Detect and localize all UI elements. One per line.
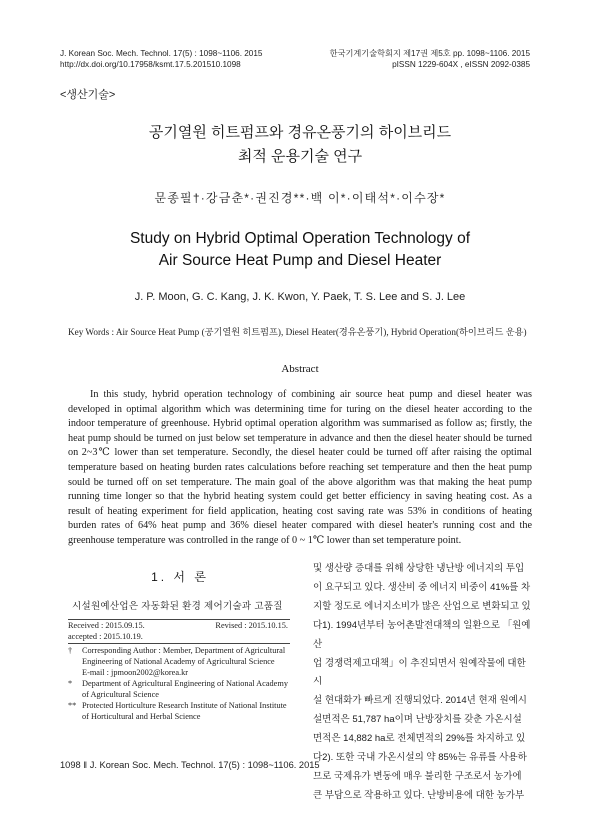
footnote-mark: † — [68, 646, 73, 655]
header-right — [330, 49, 530, 70]
footnote-text: Corresponding Author : Member, Department of Agricultural Engineering of National Academy of Agricultural Science — [82, 646, 286, 666]
doi-link[interactable]: http://dx.doi.org/10.17958/ksmt.17.5.201510.1098 — [60, 59, 241, 69]
section-tag: <생산기술> — [60, 89, 116, 101]
intro-left-text: 시설원예산업은 자동화된 환경 제어기술과 고품질 — [72, 601, 283, 612]
page-footer: 1098 ‖ J. Korean Soc. Mech. Technol. 17(5) : 1098~1106. 2015 — [60, 760, 320, 770]
title-korean-line1: 공기열원 히트펌프와 경유온풍기의 하이브리드 — [148, 124, 452, 141]
revised-date: Revised : 2015.10.15. — [215, 621, 288, 630]
footnote-item — [68, 678, 290, 700]
intro-line: 및 생산량 증대를 위해 상당한 냉난방 에너지의 투입 — [313, 563, 525, 574]
intro-line: 면적은 14,882 ha로 전체면적의 29%를 차지하고 있 — [313, 733, 526, 745]
intro-line: 므로 국제유가 변동에 매우 불리한 구조로서 농가에 — [313, 770, 522, 782]
footnote-mark: * — [68, 679, 73, 688]
footnote-email[interactable]: E-mail : jpmoon2002@korea.kr — [82, 668, 189, 677]
abstract-body: In this study, hybrid operation technology of combining air source heat pump and diesel heater was developed in optimal algorithm which was determining time for turing on the diesel heater according to the indoor temperature of greenhouse. Hybrid optimal operation algorithm was summarised as follow as; firstly, the heat pump should be turned on just below set temperature in advance and then the diesel heater should be turned on 2~3℃ lower than set temperature. Secondly, the diesel heater could be turned off after raising the optimal temperature based on heating burden rates calculations before reaching set temperature and then the heat pump sould be turned off on set temperature. The main goal of the above algorithm was that making the heat pump running time longer so that the hybrid heating system could get better efficiency in saving heating cost. As a result of heating experiment for field application, heating cost saving rate was 53% in conditions of heating burden rates of 64% heat pump and 36% diesel heater compared with diesel heater's running cost and the greenhouse temperature was controlled in the range of 0 ~ 1℃ lower than set temperature point. — [68, 389, 532, 546]
received-dates — [68, 620, 290, 642]
footnote-item — [68, 645, 290, 667]
footnote-mark: ** — [68, 701, 77, 710]
footnote-item — [68, 667, 290, 678]
title-english — [0, 228, 600, 272]
footnotes-list — [68, 645, 290, 722]
intro-line: 업 경쟁력제고대책」이 추진되면서 원예작물에 대한 시 — [313, 657, 526, 688]
journal-citation: J. Korean Soc. Mech. Technol. 17(5) : 1098~1106. 2015 — [60, 49, 263, 58]
intro-line: 설면적은 51,787 ha이며 난방장치를 갖춘 가온시설 — [313, 714, 522, 726]
title-english-line1: Study on Hybrid Optimal Operation Technology of — [129, 230, 471, 247]
journal-citation-kr: 한국기계기술학회지 제17권 제5호 pp. 1098~1106. 2015 — [329, 49, 530, 58]
title-korean — [0, 121, 600, 169]
footnote-text: Department of Agricultural Engineering of National Academy of Agricultural Science — [82, 679, 288, 699]
intro-line: 다1). 1994년부터 농어촌발전대책의 일환으로 「원예산 — [313, 619, 531, 650]
footnote-item — [68, 700, 290, 722]
intro-line: 지할 정도로 에너지소비가 많은 산업으로 변화되고 있 — [313, 600, 531, 612]
intro-line: 다2). 또한 국내 가온시설의 약 85%는 유류를 사용하 — [313, 752, 527, 764]
intro-line: 큰 부담으로 작용하고 있다. 난방비용에 대한 농가부 — [313, 789, 525, 801]
received-row — [68, 620, 290, 631]
title-korean-line2: 최적 운용기술 연구 — [237, 148, 363, 165]
abstract-heading: Abstract — [281, 363, 319, 375]
authors-korean: 문종필†·강금춘*·권진경**·백 이*·이태석*·이수장* — [154, 191, 446, 205]
footnote-rule-bottom — [68, 643, 290, 644]
issn-info: pISSN 1229-604X , eISSN 2092-0385 — [392, 59, 530, 69]
accepted-date: accepted : 2015.10.19. — [68, 632, 143, 641]
intro-line: 설 현대화가 빠르게 진행되었다. 2014년 현재 원예시 — [313, 695, 527, 707]
footnote-text: Protected Horticulture Research Institute of National Institute of Horticultural and Herbal Science — [82, 701, 287, 721]
title-english-line2: Air Source Heat Pump and Diesel Heater — [158, 252, 442, 269]
authors-english: J. P. Moon, G. C. Kang, J. K. Kwon, Y. Paek, T. S. Lee and S. J. Lee — [134, 291, 466, 303]
section-1-title: 1. 서 론 — [151, 570, 209, 584]
intro-line: 이 요구되고 있다. 생산비 중 에너지 비중이 41%를 차 — [313, 581, 531, 593]
intro-right-column — [313, 560, 535, 806]
keywords: Key Words : Air Source Heat Pump (공기열원 히트펌프), Diesel Heater(경유온풍기), Hybrid Operation(하이브리드 운용) — [68, 327, 527, 337]
header-left — [60, 49, 262, 70]
received-date: Received : 2015.09.15. — [68, 621, 145, 630]
